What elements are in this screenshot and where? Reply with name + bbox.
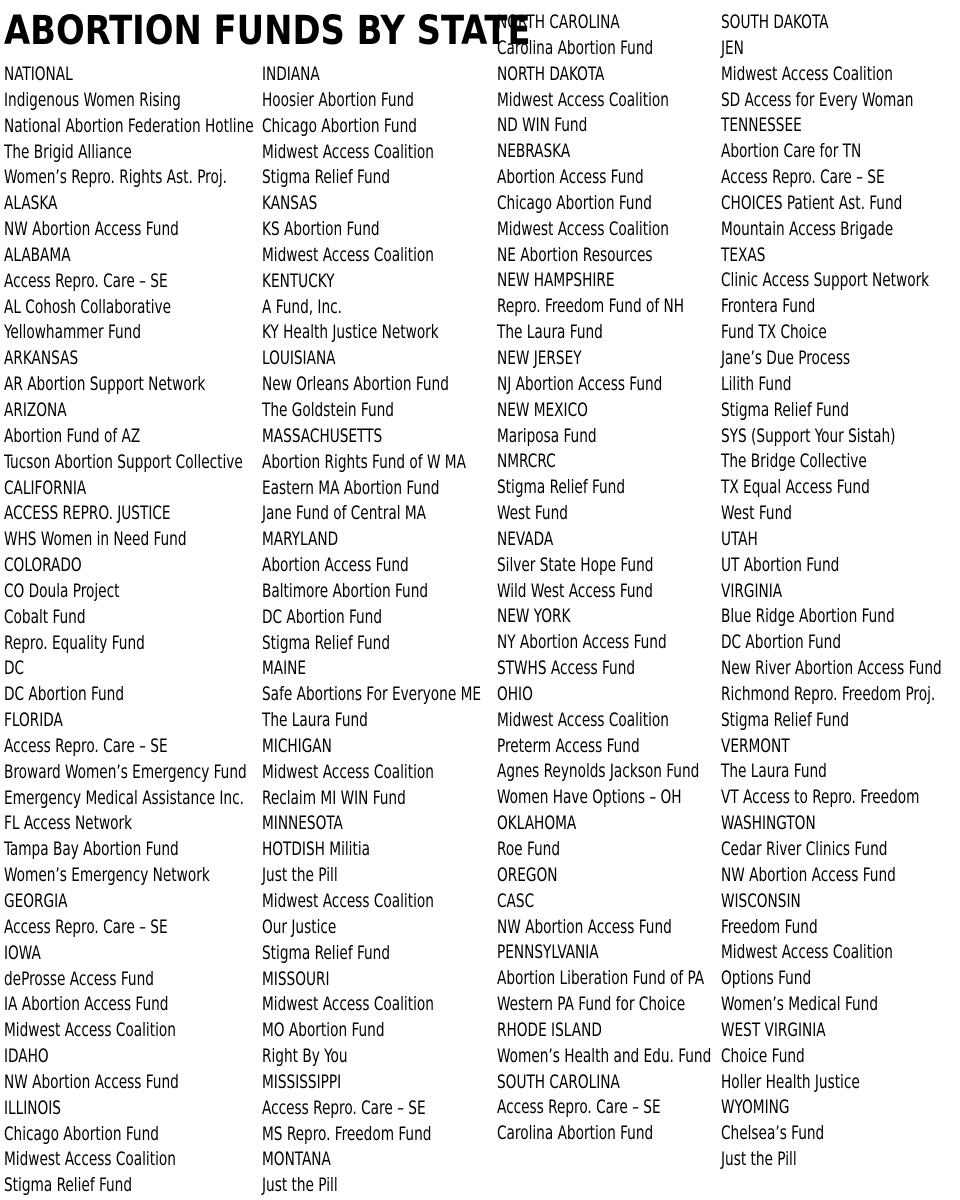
fund-name: The Brigid Alliance — [4, 140, 132, 163]
state-heading: INDIANA — [262, 63, 320, 85]
fund-name: Preterm Access Fund — [497, 734, 640, 757]
fund-name: Choice Fund — [721, 1044, 805, 1067]
state-heading: WASHINGTON — [721, 812, 816, 835]
fund-name: Midwest Access Coalition — [721, 941, 893, 964]
fund-name: Lilith Fund — [721, 372, 792, 395]
fund-name: Access Repro. Care – SE — [497, 1096, 661, 1119]
fund-name: HOTDISH Militia — [262, 838, 371, 861]
fund-column-3 — [497, 10, 719, 1147]
state-heading: CALIFORNIA — [4, 476, 87, 499]
fund-name: Access Repro. Care – SE — [4, 915, 168, 938]
fund-name: Midwest Access Coalition — [4, 1019, 176, 1042]
fund-name: Agnes Reynolds Jackson Fund — [497, 760, 700, 783]
fund-name: Access Repro. Care – SE — [721, 166, 885, 189]
fund-name: TX Equal Access Fund — [721, 476, 870, 499]
fund-column-4 — [721, 10, 957, 1173]
fund-name: The Laura Fund — [721, 760, 827, 783]
fund-name: Richmond Repro. Freedom Proj. — [721, 682, 936, 705]
fund-name: Abortion Rights Fund of W MA — [262, 450, 466, 473]
fund-name: The Bridge Collective — [721, 450, 867, 473]
fund-name: Stigma Relief Fund — [262, 166, 391, 189]
fund-name: Midwest Access Coalition — [721, 62, 893, 85]
fund-name: ACCESS REPRO. JUSTICE — [4, 502, 171, 525]
fund-name: NW Abortion Access Fund — [4, 1070, 179, 1093]
fund-name: Chicago Abortion Fund — [497, 191, 652, 214]
fund-name: Abortion Liberation Fund of PA — [497, 967, 705, 990]
state-heading: VIRGINIA — [721, 579, 783, 602]
state-heading: KANSAS — [262, 192, 318, 215]
fund-name: National Abortion Federation Hotline — [4, 114, 254, 137]
fund-name: Abortion Care for TN — [721, 140, 862, 163]
fund-name: Women’s Emergency Network — [4, 864, 210, 887]
state-heading: NEW YORK — [497, 605, 571, 628]
state-heading: TEXAS — [721, 243, 766, 266]
fund-name: The Laura Fund — [262, 709, 368, 732]
fund-name: Silver State Hope Fund — [497, 553, 654, 576]
fund-name: Our Justice — [262, 915, 337, 938]
state-heading: MARYLAND — [262, 528, 339, 551]
state-heading: NORTH CAROLINA — [497, 11, 620, 33]
fund-name: NE Abortion Resources — [497, 243, 653, 266]
fund-name: Just the Pill — [721, 1148, 797, 1171]
fund-name: Cedar River Clinics Fund — [721, 838, 888, 860]
fund-name: NW Abortion Access Fund — [4, 218, 179, 241]
fund-name: Women’s Health and Edu. Fund — [497, 1044, 712, 1067]
fund-name: Midwest Access Coalition — [262, 243, 434, 266]
fund-name: IA Abortion Access Fund — [4, 993, 169, 1016]
fund-name: Midwest Access Coalition — [262, 890, 434, 912]
page-title: ABORTION FUNDS BY STATE — [4, 8, 531, 54]
state-heading: MICHIGAN — [262, 734, 332, 757]
fund-name: Jane Fund of Central MA — [262, 502, 427, 525]
fund-name: Blue Ridge Abortion Fund — [721, 605, 895, 628]
fund-name: Mariposa Fund — [497, 424, 597, 447]
fund-name: A Fund, Inc. — [262, 295, 342, 318]
state-heading: SOUTH CAROLINA — [497, 1070, 620, 1093]
fund-column-2 — [262, 62, 494, 1199]
state-heading: IOWA — [4, 941, 41, 964]
fund-name: Women Have Options – OH — [497, 786, 682, 809]
state-heading: FLORIDA — [4, 709, 63, 732]
fund-name: Midwest Access Coalition — [497, 88, 669, 111]
fund-column-1 — [4, 62, 256, 1199]
fund-name: UT Abortion Fund — [721, 553, 840, 576]
fund-name: Cobalt Fund — [4, 605, 86, 628]
fund-name: Reclaim MI WIN Fund — [262, 786, 406, 809]
fund-name: Midwest Access Coalition — [262, 760, 434, 783]
fund-name: Just the Pill — [262, 1174, 338, 1197]
fund-name: Hoosier Abortion Fund — [262, 88, 414, 111]
fund-name: Holler Health Justice — [721, 1070, 860, 1093]
fund-name: Chicago Abortion Fund — [262, 114, 417, 137]
fund-name: Stigma Relief Fund — [262, 941, 391, 964]
state-heading: SOUTH DAKOTA — [721, 11, 829, 33]
state-heading: OKLAHOMA — [497, 812, 577, 835]
fund-name: Midwest Access Coalition — [262, 140, 434, 163]
state-heading: ARIZONA — [4, 398, 67, 421]
fund-name: Stigma Relief Fund — [262, 631, 391, 654]
state-heading: IDAHO — [4, 1045, 49, 1068]
fund-name: Mountain Access Brigade — [721, 217, 894, 240]
fund-name: NW Abortion Access Fund — [497, 915, 672, 938]
fund-name: Repro. Freedom Fund of NH — [497, 295, 685, 318]
fund-name: DC Abortion Fund — [4, 683, 125, 706]
fund-name: Midwest Access Coalition — [4, 1148, 176, 1171]
state-heading: GEORGIA — [4, 890, 68, 912]
fund-name: JEN — [721, 36, 744, 59]
fund-name: MO Abortion Fund — [262, 1019, 385, 1042]
fund-name: Stigma Relief Fund — [721, 398, 850, 421]
fund-name: Carolina Abortion Fund — [497, 36, 654, 59]
fund-name: CO Doula Project — [4, 579, 120, 602]
fund-name: Access Repro. Care – SE — [262, 1096, 426, 1119]
fund-name: STWHS Access Fund — [497, 657, 636, 680]
fund-name: ND WIN Fund — [497, 114, 588, 137]
state-heading: TENNESSEE — [721, 114, 802, 137]
fund-name: MS Repro. Freedom Fund — [262, 1122, 432, 1145]
state-heading: COLORADO — [4, 554, 82, 577]
fund-name: DC Abortion Fund — [262, 605, 383, 628]
state-heading: WEST VIRGINIA — [721, 1018, 826, 1041]
state-heading: LOUISIANA — [262, 347, 336, 370]
fund-name: New River Abortion Access Fund — [721, 657, 942, 680]
state-heading: VERMONT — [721, 734, 790, 757]
state-heading: NORTH DAKOTA — [497, 62, 605, 85]
fund-name: Jane’s Due Process — [721, 346, 851, 369]
state-heading: OREGON — [497, 863, 558, 886]
state-heading: NEW HAMPSHIRE — [497, 269, 615, 292]
state-heading: NEW MEXICO — [497, 398, 588, 421]
fund-name: Options Fund — [721, 967, 812, 990]
fund-name: CHOICES Patient Ast. Fund — [721, 191, 903, 214]
fund-name: Stigma Relief Fund — [497, 476, 626, 499]
fund-name: Baltimore Abortion Fund — [262, 579, 429, 602]
state-heading: OHIO — [497, 682, 533, 705]
fund-name: Clinic Access Support Network — [721, 269, 930, 292]
fund-name: Western PA Fund for Choice — [497, 993, 686, 1016]
state-heading: NEVADA — [497, 527, 554, 550]
fund-name: Right By You — [262, 1045, 348, 1068]
fund-name: FL Access Network — [4, 812, 133, 835]
state-heading: ARKANSAS — [4, 347, 79, 370]
state-heading: NATIONAL — [4, 63, 73, 85]
fund-name: Broward Women’s Emergency Fund — [4, 760, 247, 783]
state-heading: KENTUCKY — [262, 269, 335, 292]
fund-name: Women’s Repro. Rights Ast. Proj. — [4, 166, 227, 189]
fund-name: Yellowhammer Fund — [4, 321, 142, 344]
state-heading: MASSACHUSETTS — [262, 424, 383, 447]
state-heading: WISCONSIN — [721, 889, 801, 912]
fund-name: Abortion Access Fund — [262, 554, 409, 577]
fund-name: NW Abortion Access Fund — [721, 863, 896, 886]
fund-name: Roe Fund — [497, 838, 560, 860]
fund-name: Freedom Fund — [721, 915, 818, 938]
fund-name: Chelsea’s Fund — [721, 1122, 825, 1145]
fund-name: CASC — [497, 889, 535, 912]
state-heading: MINNESOTA — [262, 812, 343, 835]
state-heading: PENNSYLVANIA — [497, 941, 599, 964]
fund-name: Women’s Medical Fund — [721, 993, 879, 1016]
fund-name: Tampa Bay Abortion Fund — [4, 838, 179, 861]
state-heading: RHODE ISLAND — [497, 1018, 602, 1041]
fund-name: Eastern MA Abortion Fund — [262, 476, 440, 499]
state-heading: NEBRASKA — [497, 140, 571, 163]
fund-name: Abortion Access Fund — [497, 166, 644, 189]
fund-name: DC Abortion Fund — [721, 631, 842, 654]
fund-name: NMRCRC — [497, 450, 556, 473]
fund-name: NY Abortion Access Fund — [497, 631, 667, 654]
fund-name: Access Repro. Care – SE — [4, 734, 168, 757]
fund-name: Repro. Equality Fund — [4, 631, 145, 654]
fund-name: NJ Abortion Access Fund — [497, 372, 663, 395]
fund-name: Chicago Abortion Fund — [4, 1122, 159, 1145]
fund-name: The Laura Fund — [497, 321, 603, 344]
state-heading: MISSISSIPPI — [262, 1070, 342, 1093]
fund-name: West Fund — [497, 502, 568, 525]
fund-name: VT Access to Repro. Freedom — [721, 786, 920, 809]
fund-name: Indigenous Women Rising — [4, 88, 181, 111]
fund-name: KY Health Justice Network — [262, 321, 439, 344]
fund-name: West Fund — [721, 502, 792, 525]
state-heading: UTAH — [721, 527, 758, 550]
fund-name: WHS Women in Need Fund — [4, 528, 187, 551]
fund-name: SD Access for Every Woman — [721, 88, 914, 111]
fund-name: AR Abortion Support Network — [4, 373, 206, 396]
fund-name: Carolina Abortion Fund — [497, 1122, 654, 1145]
state-heading: ALABAMA — [4, 243, 71, 266]
fund-name: Frontera Fund — [721, 295, 816, 318]
state-heading: MONTANA — [262, 1148, 331, 1171]
fund-name: Wild West Access Fund — [497, 579, 653, 602]
fund-name: Safe Abortions For Everyone ME — [262, 683, 482, 706]
fund-name: SYS (Support Your Sistah) — [721, 424, 896, 447]
fund-name: Access Repro. Care – SE — [4, 269, 168, 292]
state-heading: WYOMING — [721, 1096, 790, 1119]
state-heading: NEW JERSEY — [497, 346, 582, 369]
fund-name: Emergency Medical Assistance Inc. — [4, 786, 244, 809]
fund-name: Just the Pill — [262, 864, 338, 887]
state-heading: DC — [4, 657, 25, 680]
fund-name: KS Abortion Fund — [262, 218, 380, 241]
fund-name: Midwest Access Coalition — [262, 993, 434, 1016]
fund-name: Midwest Access Coalition — [497, 708, 669, 731]
state-heading: MAINE — [262, 657, 307, 680]
fund-name: AL Cohosh Collaborative — [4, 295, 171, 318]
fund-name: Fund TX Choice — [721, 321, 827, 344]
state-heading: MISSOURI — [262, 967, 330, 990]
fund-name: The Goldstein Fund — [262, 398, 394, 421]
state-heading: ILLINOIS — [4, 1096, 61, 1119]
fund-name: Tucson Abortion Support Collective — [4, 450, 243, 473]
fund-name: deProsse Access Fund — [4, 967, 154, 990]
fund-name: Midwest Access Coalition — [497, 217, 669, 240]
fund-name: Stigma Relief Fund — [721, 708, 850, 731]
fund-name: Stigma Relief Fund — [4, 1174, 133, 1197]
fund-name: Abortion Fund of AZ — [4, 424, 141, 447]
state-heading: ALASKA — [4, 192, 58, 215]
fund-name: New Orleans Abortion Fund — [262, 373, 449, 396]
